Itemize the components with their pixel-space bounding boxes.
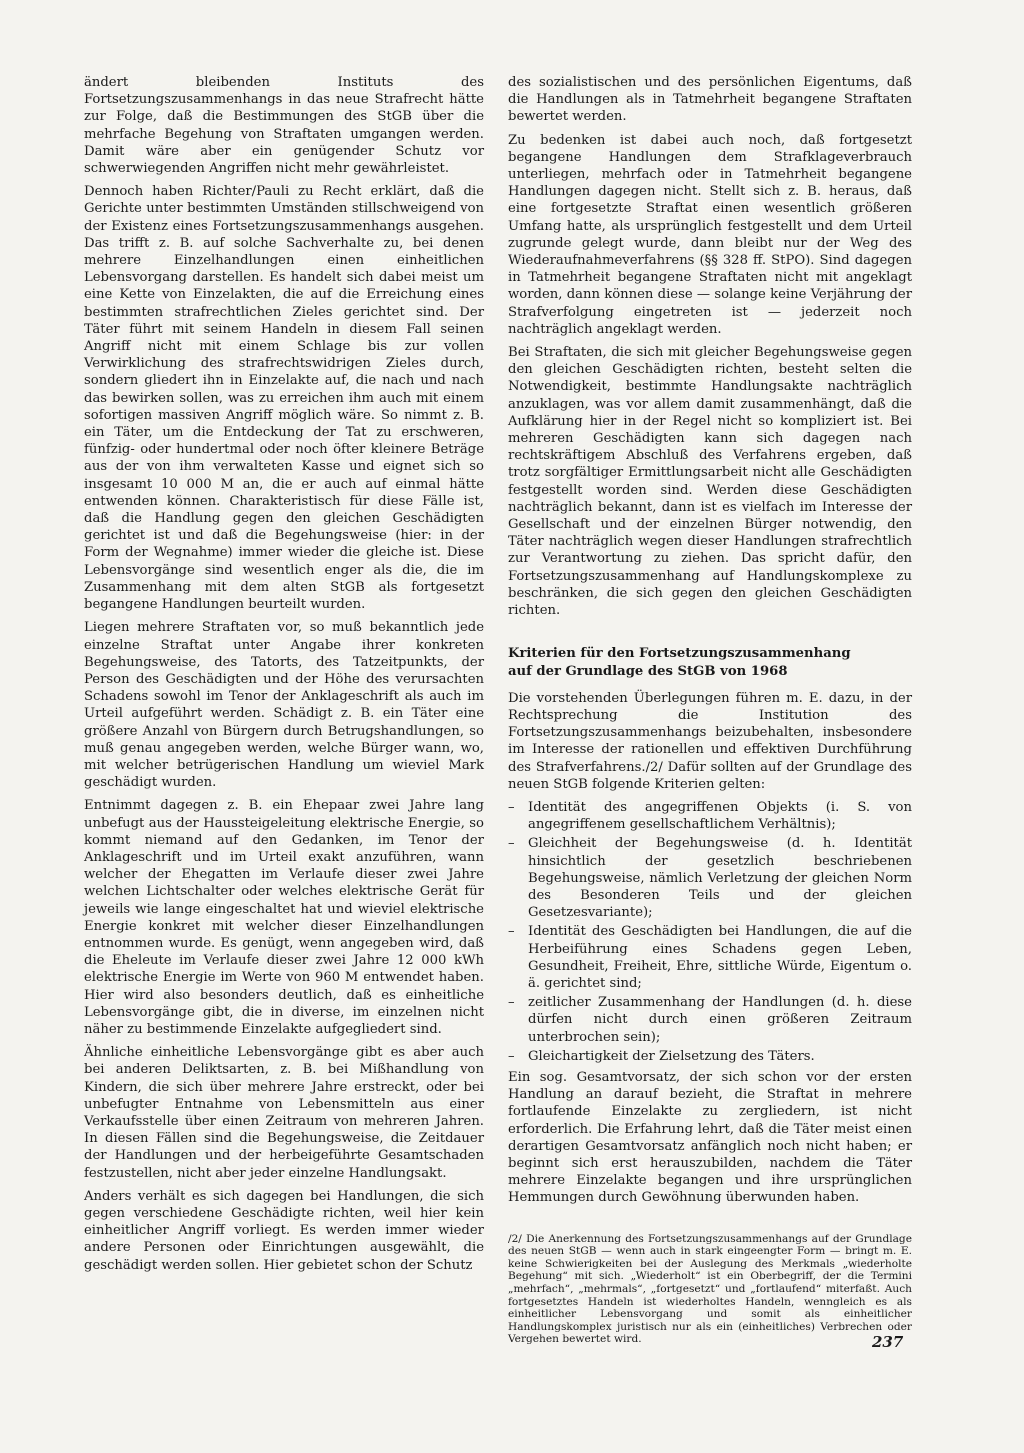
section-heading-line-1: Kriterien für den Fortsetzungszusammenhang: [508, 646, 851, 662]
right-column: [508, 74, 912, 1346]
criteria-item: – Identität des Geschädigten bei Handlungen, die auf die Herbeiführung eines Schadens gegen Leben, Gesundheit, Freiheit, Ehre, sittliche Würde, Eigentum o. ä. gerichtet sind;: [508, 923, 912, 992]
paragraph: Dennoch haben Richter/Pauli zu Recht erklärt, daß die Gerichte unter bestimmten Umständen stillschweigend von der Existenz eines Fortsetzungszusammenhangs ausgehen. Das trifft z. B. auf solche Sachverhalte zu, bei denen mehrere Einzelhandlungen einen einheitlichen Lebensvorgang darstellen. Es handelt sich dabei meist um eine Kette von Einzelakten, die auf die Erreichung eines bestimmten strafrechtlichen Zieles gerichtet sind. Der Täter führt mit seinem Handeln in diesem Fall seinen Angriff nicht mit einem Schlage bis zur vollen Verwirklichung des strafrechtswidrigen Zieles durch, sondern gliedert ihn in Einzelakte auf, die nach und nach das bewirken sollen, was zu erreichen ihm auch mit einem sofortigen massiven Angriff möglich wäre. So nimmt z. B. ein Täter, um die Entdeckung der Tat zu erschweren, fünfzig- oder hundertmal oder noch öfter kleinere Beträge aus der von ihm verwalteten Kasse und eignet sich so insgesamt 10 000 M an, die er auch auf einmal hätte entwenden können. Charakteristisch für diese Fälle ist, daß die Handlung gegen den gleichen Geschädigten gerichtet ist und daß die Begehungsweise (hier: in der Form der Wegnahme) immer wieder die gleiche ist. Diese Lebensvorgänge sind wesentlich enger als die, die im Zusammenhang mit dem alten StGB als fortgesetzt begangene Handlungen beurteilt wurden.: [84, 184, 484, 613]
paragraph: Bei Straftaten, die sich mit gleicher Begehungsweise gegen den gleichen Geschädigten richten, besteht selten die Notwendigkeit, bestimmte Handlungsakte nachträglich anzuklagen, was vor allem damit zusammenhängt, daß die Aufklärung hier in der Regel nicht so kompliziert ist. Bei mehreren Geschädigten kann sich dagegen nach rechtskräftigem Abschluß des Verfahrens ergeben, daß trotz sorgfältiger Ermittlungsarbeit nicht alle Geschädigten festgestellt worden sind. Werden diese Geschädigten nachträglich bekannt, dann ist es vielfach im Interesse der Gesellschaft und der einzelnen Bürger notwendig, den Täter nachträglich wegen dieser Handlungen strafrechtlich zur Verantwortung zu ziehen. Das spricht dafür, den Fortsetzungszusammenhang auf Handlungskomplexe zu beschränken, die sich gegen den gleichen Geschädigten richten.: [508, 345, 912, 619]
paragraph: Ein sog. Gesamtvorsatz, der sich schon vor der ersten Handlung an darauf bezieht, die Straftat in mehrere fortlaufende Einzelakte zu zergliedern, ist nicht erforderlich. Die Erfahrung lehrt, daß die Täter meist einen derartigen Gesamtvorsatz anfänglich noch nicht haben; er beginnt sich erst herauszubilden, nachdem die Täter mehrere Einzelakte begangen und ihre ursprünglichen Hemmungen durch Gewöhnung überwunden haben.: [508, 1069, 912, 1206]
paragraph: Die vorstehenden Überlegungen führen m. E. dazu, in der Rechtsprechung die Institution des Fortsetzungszusammenhangs beizubehalten, insbesondere im Interesse der rationellen und effektiven Durchführung des Strafverfahrens./2/ Dafür sollten auf der Grundlage des neuen StGB folgende Kriterien gelten:: [508, 690, 912, 792]
left-column: [84, 74, 484, 1280]
criteria-item: – Identität des angegriffenen Objekts (i. S. von angegriffenem gesellschaftlichem Verhältnis);: [508, 799, 912, 833]
criteria-item: – Gleichartigkeit der Zielsetzung des Täters.: [508, 1048, 912, 1065]
page-number: 237: [872, 1333, 904, 1351]
criteria-list: [508, 799, 912, 1065]
paragraph: ändert bleibenden Instituts des Fortsetzungszusammenhangs in das neue Strafrecht hätte zur Folge, daß die Bestimmungen des StGB über die mehrfache Begehung von Straftaten umgangen werden. Damit wäre aber ein genügender Schutz vor schwerwiegenden Angriffen nicht mehr gewährleistet.: [84, 75, 484, 177]
paragraph: Anders verhält es sich dagegen bei Handlungen, die sich gegen verschiedene Geschädigte richten, weil hier kein einheitlicher Angriff vorliegt. Es werden immer wieder andere Personen oder Einrichtungen ausgewählt, die geschädigt werden sollen. Hier gebietet schon der Schutz: [84, 1188, 484, 1273]
section-heading: [508, 645, 912, 679]
footnote: /2/ Die Anerkennung des Fortsetzungszusammenhangs auf der Grundlage des neuen StGB — wenn auch in stark eingeengter Form — bringt m. E. keine Schwierigkeiten bei der Auslegung des Merkmals „wiederholte Begehung“ mit sich. „Wiederholt“ ist ein Oberbegriff, der die Termini „mehrfach“, „mehrmals“, „fortgesetzt“ und „fortlaufend“ miterfaßt. Auch fortgesetztes Handeln ist wiederholtes Handeln, wenngleich es als einheitlicher Lebensvorgang und somit als einheitlicher Handlungskomplex juristisch nur als ein (einheitliches) Verbrechen oder Vergehen bewertet wird.: [508, 1232, 912, 1346]
paragraph: Entnimmt dagegen z. B. ein Ehepaar zwei Jahre lang unbefugt aus der Haussteigeleitung elektrische Energie, so kommt niemand auf den Gedanken, im Tenor der Anklageschrift und im Urteil exakt anzuführen, wann welcher der Ehegatten im Verlaufe dieser zwei Jahre welchen Lichtschalter oder welches elektrische Gerät für jeweils wie lange eingeschaltet hat und wieviel elektrische Energie konkret mit welcher dieser Einzelhandlungen entnommen wurde. Es genügt, wenn angegeben wird, daß die Eheleute im Verlaufe dieser zwei Jahre 12 000 kWh elektrische Energie im Werte von 960 M entwendet haben. Hier wird also besonders deutlich, daß es einheitliche Lebensvorgänge gibt, die in diverse, im einzelnen nicht näher zu bestimmende Einzelakte aufgegliedert sind.: [84, 798, 484, 1037]
criteria-item: – Gleichheit der Begehungsweise (d. h. Identität hinsichtlich der gesetzlich beschriebenen Begehungsweise, nämlich Verletzung der gleichen Norm des Besonderen Teils und der gleichen Gesetzesvariante);: [508, 835, 912, 921]
criteria-item: – zeitlicher Zusammenhang der Handlungen (d. h. diese dürfen nicht durch einen größeren Zeitraum unterbrochen sein);: [508, 994, 912, 1046]
section-heading-line-2: auf der Grundlage des StGB von 1968: [508, 663, 788, 679]
paragraph: Liegen mehrere Straftaten vor, so muß bekanntlich jede einzelne Straftat unter Angabe ihrer konkreten Begehungsweise, des Tatorts, des Tatzeitpunkts, der Person des Geschädigten und der Höhe des verursachten Schadens sowohl im Tenor der Anklageschrift als auch im Urteil aufgeführt werden. Schädigt z. B. ein Täter eine größere Anzahl von Bürgern durch Betrugshandlungen, so muß genau angegeben werden, welche Bürger wann, wo, mit welcher betrügerischen Handlung um wieviel Mark geschädigt wurden.: [84, 620, 484, 791]
paragraph: des sozialistischen und des persönlichen Eigentums, daß die Handlungen als in Tatmehrheit begangene Straftaten bewertet werden.: [508, 75, 912, 125]
paragraph: Ähnliche einheitliche Lebensvorgänge gibt es aber auch bei anderen Deliktsarten, z. B. bei Mißhandlung von Kindern, die sich über mehrere Jahre erstreckt, oder bei unbefugter Entnahme von Lebensmitteln aus einer Verkaufsstelle über einen Zeitraum von mehreren Jahren. In diesen Fällen sind die Begehungsweise, die Zeitdauer der Handlungen und der herbeigeführte Gesamtschaden festzustellen, nicht aber jeder einzelne Handlungsakt.: [84, 1045, 484, 1181]
paragraph: Zu bedenken ist dabei auch noch, daß fortgesetzt begangene Handlungen dem Strafklageverbrauch unterliegen, mehrfach oder in Tatmehrheit begangene Handlungen dagegen nicht. Stellt sich z. B. heraus, daß eine fortgesetzte Straftat einen wesentlich größeren Umfang hatte, als ursprünglich festgestellt und dem Urteil zugrunde gelegt wurde, dann bleibt nur der Weg des Wiederaufnahmeverfahrens (§§ 328 ff. StPO). Sind dagegen in Tatmehrheit begangene Straftaten nicht mit angeklagt worden, dann können diese — solange keine Verjährung der Strafverfolgung eingetreten ist — jederzeit noch nachträglich angeklagt werden.: [508, 132, 912, 337]
